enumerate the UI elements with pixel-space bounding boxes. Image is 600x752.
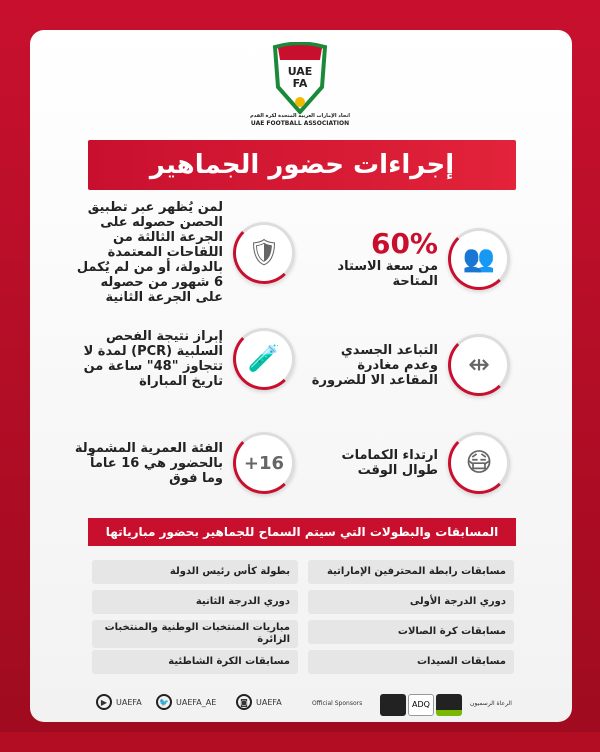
competition-item: مسابقات كرة الصالات [308,620,514,644]
svg-text:FA: FA [292,77,308,90]
measure-distancing: ⇹ التباعد الجسدي وعدم مغادرة المقاعد الا للضرورة [308,334,510,396]
mask-icon: 😷 [448,432,510,494]
youtube-link[interactable]: ▶ UAEFA [96,694,142,710]
measure-mask: 😷 ارتداء الكمامات طوال الوقت [308,432,510,494]
measure-vaccination: 🛡 لمن يُظهر عبر تطبيق الحصن حصوله على الجرعة الثالثة من اللقاحات المعتمدة بالدولة، أو من لم يُكمل 6 شهور من حصوله على الجرعة الثانية [73,200,295,305]
competition-item: دوري الدرجة الثانية [92,590,298,614]
competition-item: مباريات المنتخبات الوطنية والمنتخبات الزائرة [92,620,298,648]
crowd-icon: 👥 [448,228,510,290]
twitter-icon: 🐦 [156,694,172,710]
sponsor-adq-logo: ADQ [408,694,434,716]
page-title: إجراءات حضور الجماهير [88,140,516,190]
vaccine-shield-icon: 🛡 [233,222,295,284]
distance-icon: ⇹ [448,334,510,396]
sponsor-etisalat-logo [436,694,462,716]
youtube-icon: ▶ [96,694,112,710]
twitter-link[interactable]: 🐦 UAEFA_AE [156,694,216,710]
association-name: اتحاد الإمارات العربية المتحدة لكرة القدم UAE FOOTBALL ASSOCIATION [250,113,350,127]
competition-item: دوري الدرجة الأولى [308,590,514,614]
svg-text:UAE: UAE [287,65,313,78]
sponsors-label-ar: الرعاة الرسميون [470,700,512,707]
instagram-link[interactable]: ◙ UAEFA [236,694,282,710]
measure-capacity: 👥 60% من سعة الاستاد المتاحة [308,228,510,290]
sponsor-logo [380,694,406,716]
competitions-title: المسابقات والبطولات التي سيتم السماح للجماهير بحضور مبارياتها [88,518,516,546]
age-16-icon: 16+ [233,432,295,494]
competition-item: مسابقات الكرة الشاطئية [92,650,298,674]
competition-item: بطولة كأس رئيس الدولة [92,560,298,584]
competition-item: مسابقات رابطة المحترفين الإماراتية [308,560,514,584]
uae-fa-logo [270,42,330,114]
competition-item: مسابقات السيدات [308,650,514,674]
bottom-bar [0,732,600,752]
instagram-icon: ◙ [236,694,252,710]
measure-pcr: 🧪 إبراز نتيجة الفحص السلبية (PCR) لمدة لا تتجاوز "48" ساعة من تاريخ المباراة [73,328,295,390]
pcr-test-icon: 🧪 [233,328,295,390]
sponsors-label: Official Sponsors [312,700,363,707]
measure-age: 16+ الفئة العمرية المشمولة بالحضور هي 16 عاماً وما فوق [73,432,295,494]
